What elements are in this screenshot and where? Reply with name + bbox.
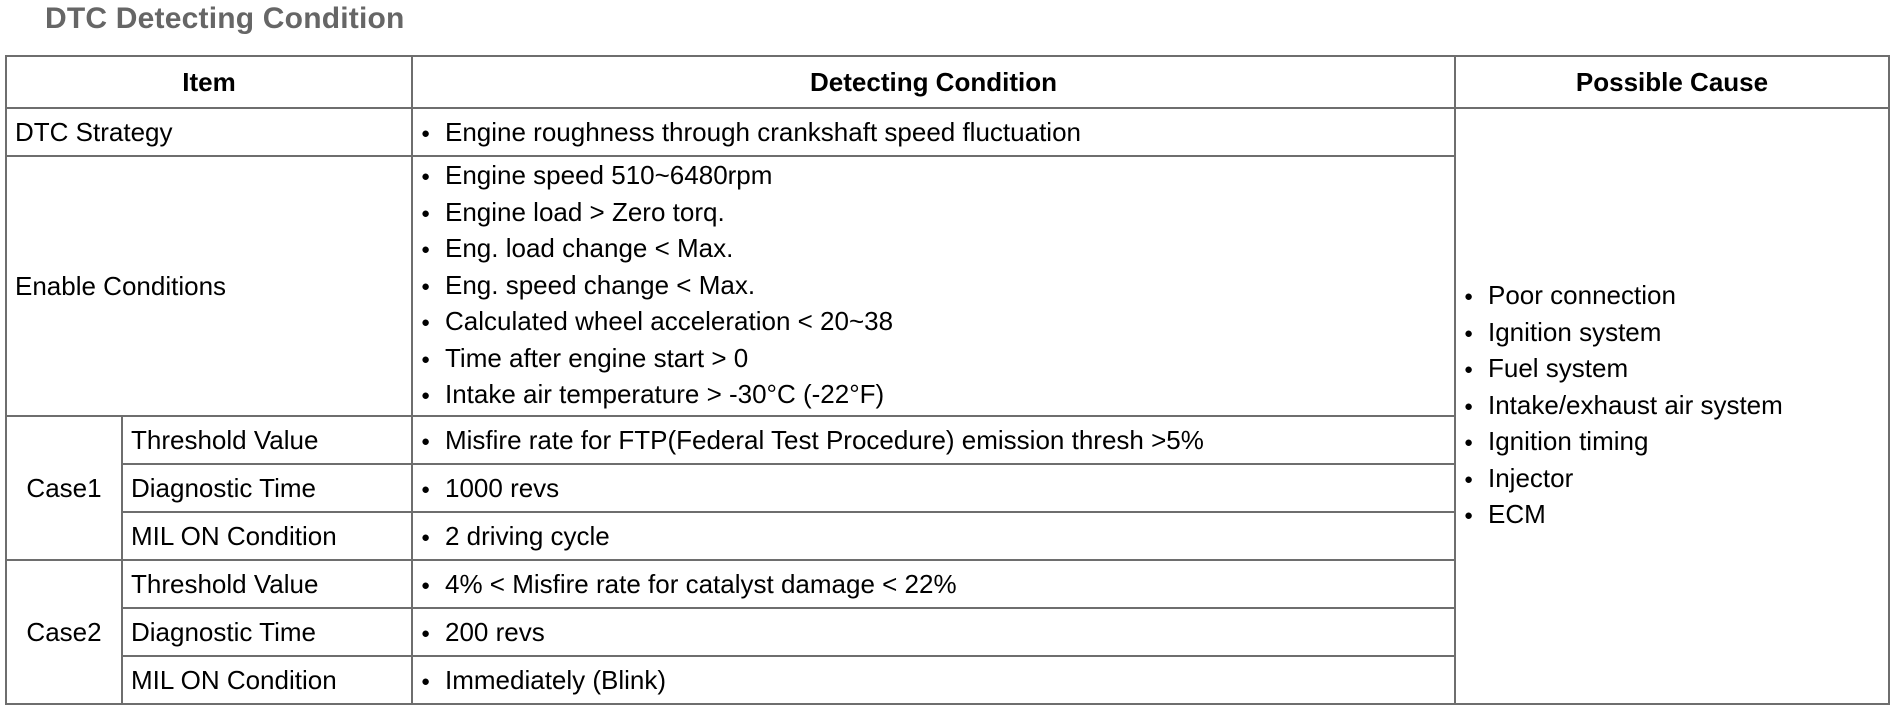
case2-mil-cell [412,656,1455,704]
case2-threshold-cell [412,560,1455,608]
case1-threshold-label: Threshold Value [122,416,412,464]
cause-item: ● Ignition system [1464,315,1880,352]
enable-condition-item: ● Eng. speed change < Max. [421,268,1446,305]
case2-mil-label: MIL ON Condition [122,656,412,704]
enable-condition-item: ● Intake air temperature > -30°C (-22°F) [421,377,1446,414]
header-row [6,56,1889,108]
case1-diagnostic-cell [412,464,1455,512]
case2-diagnostic-label: Diagnostic Time [122,608,412,656]
enable-conditions-label: Enable Conditions [6,156,412,416]
case1-threshold-value: ● Misfire rate for FTP(Federal Test Procedure) emission thresh >5% [421,425,1204,455]
case2-diagnostic-cell [412,608,1455,656]
cause-item: ● Poor connection [1464,278,1880,315]
header-detecting-condition: Detecting Condition [412,56,1455,108]
dtc-strategy-condition [412,108,1455,156]
possible-causes-list [1464,278,1880,534]
cause-item: ● ECM [1464,497,1880,534]
cause-item: ● Intake/exhaust air system [1464,388,1880,425]
case1-diagnostic-value: ● 1000 revs [421,473,559,503]
dtc-strategy-label: DTC Strategy [6,108,412,156]
case1-threshold-cell [412,416,1455,464]
case2-mil-value: ● Immediately (Blink) [421,665,666,695]
dtc-table [5,55,1890,705]
enable-condition-item: ● Engine load > Zero torq. [421,195,1446,232]
case2-threshold-value: ● 4% < Misfire rate for catalyst damage < 22% [421,569,957,599]
cause-item: ● Fuel system [1464,351,1880,388]
case1-mil-value: ● 2 driving cycle [421,521,610,551]
case1-diagnostic-label: Diagnostic Time [122,464,412,512]
case2-diagnostic-value: ● 200 revs [421,617,545,647]
enable-condition-item: ● Eng. load change < Max. [421,231,1446,268]
header-possible-cause: Possible Cause [1455,56,1889,108]
cause-item: ● Injector [1464,461,1880,498]
enable-condition-item: ● Engine speed 510~6480rpm [421,158,1446,195]
enable-conditions-list [421,158,1446,414]
cause-item: ● Ignition timing [1464,424,1880,461]
page-title: DTC Detecting Condition [45,2,405,35]
header-item: Item [6,56,412,108]
case2-threshold-label: Threshold Value [122,560,412,608]
case1-label: Case1 [6,416,122,560]
case1-mil-label: MIL ON Condition [122,512,412,560]
enable-conditions-cell [412,156,1455,416]
table-row-dtc-strategy [6,108,1889,156]
dtc-strategy-text: ● Engine roughness through crankshaft speed fluctuation [421,117,1081,147]
enable-condition-item: ● Calculated wheel acceleration < 20~38 [421,304,1446,341]
case1-mil-cell [412,512,1455,560]
enable-condition-item: ● Time after engine start > 0 [421,341,1446,378]
case2-label: Case2 [6,560,122,704]
possible-causes-cell [1455,108,1889,704]
